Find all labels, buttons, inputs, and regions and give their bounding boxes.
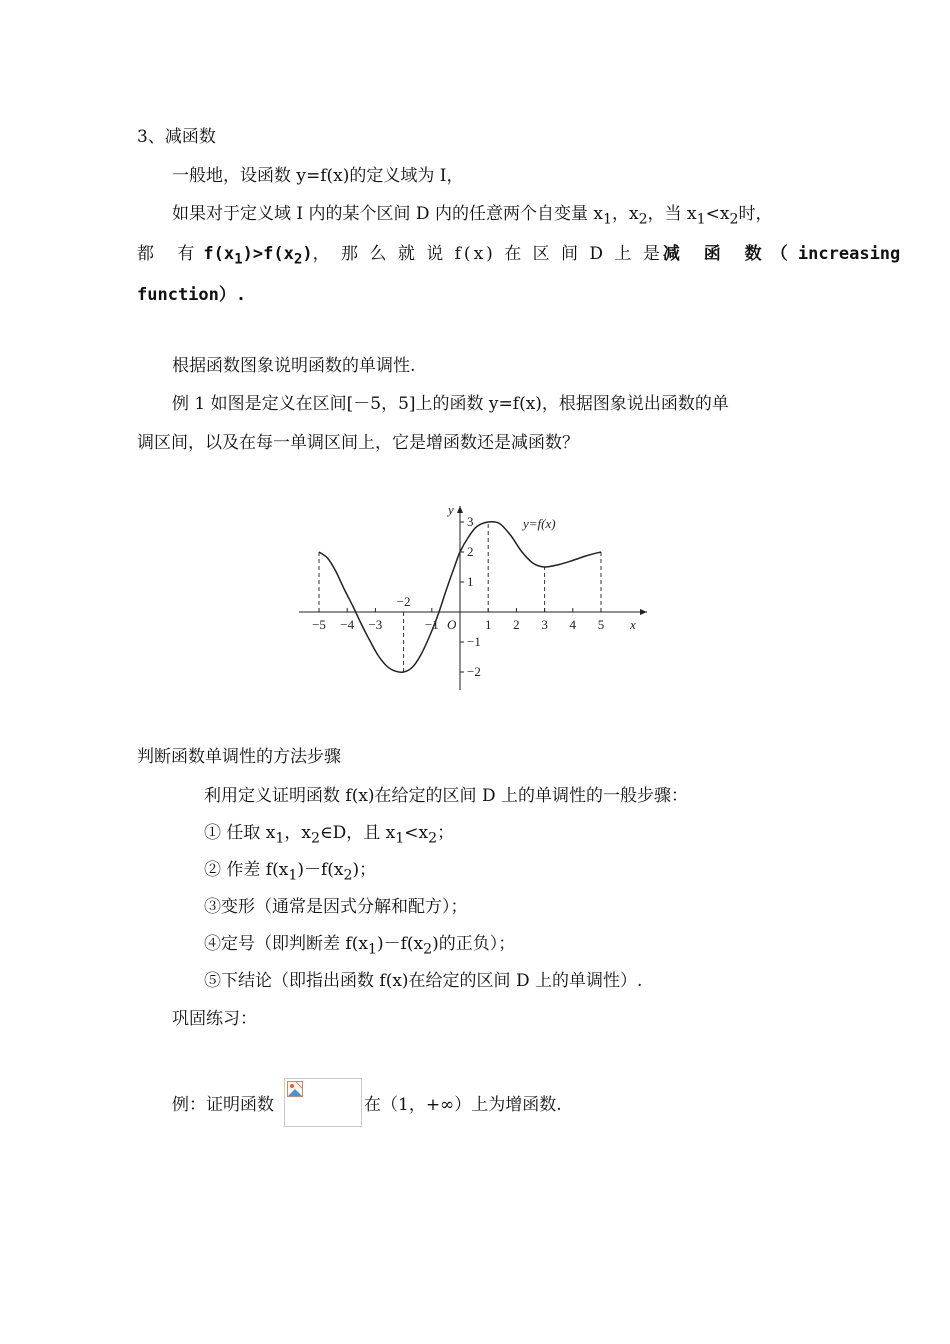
- x-axis-arrow: [640, 609, 647, 615]
- section-title: 3、减函数: [137, 127, 216, 147]
- y-tick-label: 1: [467, 574, 474, 589]
- y-axis-label: y: [448, 502, 454, 517]
- x-tick-label: 3: [541, 617, 548, 632]
- broken-image-icon: [287, 1081, 303, 1097]
- step-2: ② 作差 $f(x_1)-f(x_2)$；: [204, 860, 377, 884]
- inequality: $f(x_1)>f(x_2)$: [203, 244, 313, 268]
- x-tick-label: −5: [312, 617, 326, 632]
- definition-line-4: function）.: [137, 285, 247, 305]
- definition-line-2: 如果对于定义域 I 内的某个区间 D 内的任意两个自变量 $x_1$，$x_2$，当 $x_1<x_2$时，: [172, 204, 773, 228]
- function-graph: [295, 500, 655, 695]
- x-tick-label: 5: [597, 617, 605, 632]
- chart-title: y=f(x): [523, 516, 556, 531]
- x-tick-label: −3: [368, 617, 383, 632]
- x-tick-label: 2: [513, 617, 520, 632]
- decreasing-function-term: 减 函 数: [662, 244, 771, 264]
- steps-intro: 利用定义证明函数 f(x)在给定的区间 D 上的单调性的一般步骤：: [204, 786, 688, 806]
- x-tick-label: −1: [424, 617, 439, 632]
- origin-label: O: [447, 617, 457, 632]
- y-axis-arrow: [457, 506, 463, 513]
- definition-line-3: 都 有 $f(x_1)>f(x_2)$ ， 那 么 就 说 f(x) 在 区 间 D 上 是 减 函 数 （ increasing: [137, 242, 815, 271]
- definition-line-1: 一般地，设函数 y=f(x)的定义域为 I，: [172, 166, 464, 186]
- example2-suffix: 在（1，+∞）上为增函数.: [364, 1095, 562, 1115]
- example2-prefix: 例：证明函数: [172, 1095, 274, 1115]
- example1-line-2: 调区间，以及在每一单调区间上，它是增函数还是减函数？: [137, 433, 579, 453]
- y-tick-label: 2: [467, 544, 474, 559]
- y-tick-label: 3: [467, 514, 474, 529]
- step-3: ③变形（通常是因式分解和配方）；: [204, 897, 468, 917]
- practice-heading: 巩固练习：: [172, 1009, 257, 1029]
- step-5: ⑤下结论（即指出函数 f(x)在给定的区间 D 上的单调性）.: [204, 971, 643, 991]
- x-axis-label: x: [630, 617, 636, 632]
- broken-image-placeholder: [284, 1078, 362, 1127]
- x-tick-label: −4: [340, 617, 355, 632]
- y-tick-label: −2: [467, 664, 481, 679]
- step-4: ④定号（即判断差 $f(x_1)-f(x_2)$的正负）；: [204, 934, 516, 958]
- steps-heading: 判断函数单调性的方法步骤: [137, 747, 341, 767]
- x-tick-label: 1: [484, 617, 492, 632]
- minimum-label: −2: [396, 594, 411, 609]
- y-tick-label: −1: [467, 634, 481, 649]
- monotonic-intro: 根据函数图象说明函数的单调性.: [172, 356, 416, 376]
- example1-line-1: 例 1 如图是定义在区间[－5，5]上的函数 y=f(x)，根据图象说出函数的单: [172, 394, 729, 414]
- step-1: ① 任取 $x_1$，$x_2\in D$，且 $x_1<x_2$；: [204, 823, 455, 847]
- x-tick-label: 4: [569, 617, 577, 632]
